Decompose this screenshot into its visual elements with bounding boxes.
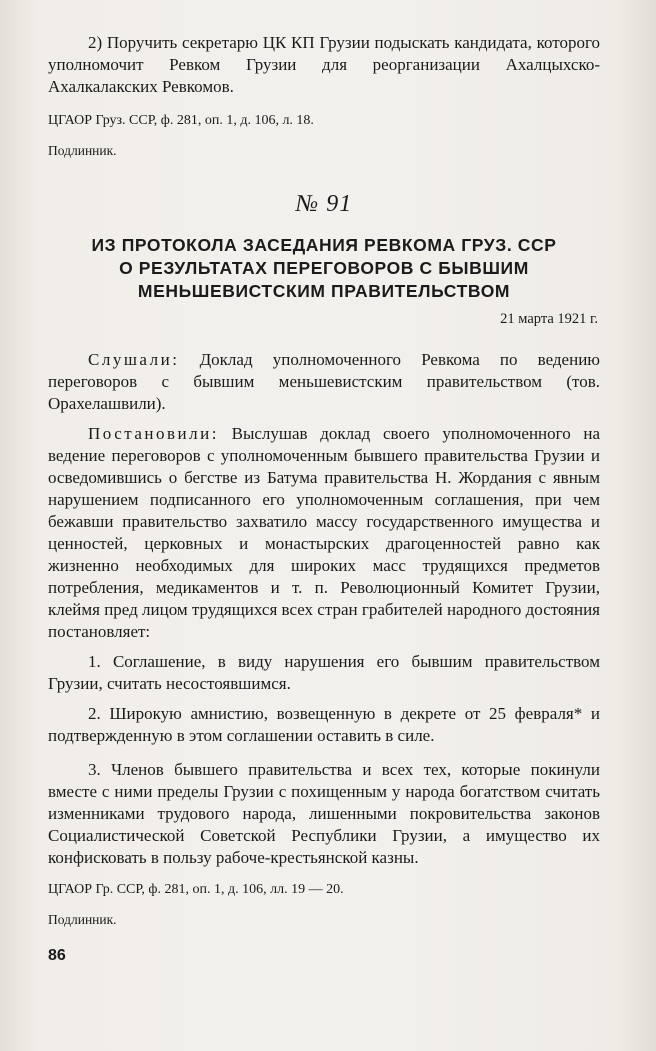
archive-source-bottom: ЦГАОР Гр. ССР, ф. 281, оп. 1, д. 106, лл. 19 — 20. — [48, 882, 344, 897]
resolved-paragraph — [48, 423, 600, 643]
document-title-line-3: МЕНЬШЕВИСТСКИМ ПРАВИТЕЛЬСТВОМ — [137, 281, 511, 301]
page-number: 86 — [48, 947, 66, 964]
heard-text: Доклад уполномоченного Ревкома по ведению переговоров с бывшим меньшевистским правительством (тов. Орахелашвили). — [48, 350, 600, 413]
heard-label: Слушали: — [88, 350, 180, 369]
document-date: 21 марта 1921 г. — [500, 311, 598, 327]
resolved-text: Выслушав доклад своего уполномоченного на ведение переговоров с уполномоченным бывшего правительства Грузии и осведомившись о бегстве из Батума правительства Н. Жордания с явным нарушением подписанного его уполномоченным соглашения, при чем бежавши правительство захватило массу государственного имущества и ценностей, церковных и монастырских драгоценностей равно как жизненно необходимых для широких масс трудящихся предметов потребления, медикаментов и т. п. Революционный Комитет Грузии, клеймя пред лицом трудящихся всех стран грабителей народного достояния постановляет: — [48, 424, 600, 641]
original-note-top: Подлинник. — [48, 143, 117, 158]
archive-source-top: ЦГАОР Груз. ССР, ф. 281, оп. 1, д. 106, л. 18. — [48, 113, 314, 128]
document-number: № 91 — [295, 191, 353, 217]
original-note-bottom: Подлинник. — [48, 912, 117, 927]
point-2-paragraph: 2. Широкую амнистию, возвещенную в декрете от 25 февраля* и подтвержденную в этом соглашении оставить в силе. — [48, 704, 600, 745]
document-title-line-1: ИЗ ПРОТОКОЛА ЗАСЕДАНИЯ РЕВКОМА ГРУЗ. ССР — [91, 235, 557, 255]
item-2-paragraph: 2) Поручить секретарю ЦК КП Грузии подыскать кандидата, которого уполномочит Ревком Грузии для реорганизации Ахалцыхско-Ахалкалакских Ревкомов. — [48, 33, 600, 96]
document-title-line-2: О РЕЗУЛЬТАТАХ ПЕРЕГОВОРОВ С БЫВШИМ — [119, 258, 529, 278]
point-3-paragraph: 3. Членов бывшего правительства и всех тех, которые покинули вместе с ними пределы Грузии с похищенным у народа богатством считать изменниками трудового народа, лишенными покровительства законов Социалистической Советской Республики Грузии, а имущество их конфисковать в пользу рабоче-крестьянской казны. — [48, 760, 600, 867]
heard-paragraph — [48, 349, 600, 415]
point-1-paragraph: 1. Соглашение, в виду нарушения его бывшим правительством Грузии, считать несостоявшимся. — [48, 652, 600, 693]
resolved-label: Постановили: — [88, 424, 219, 443]
